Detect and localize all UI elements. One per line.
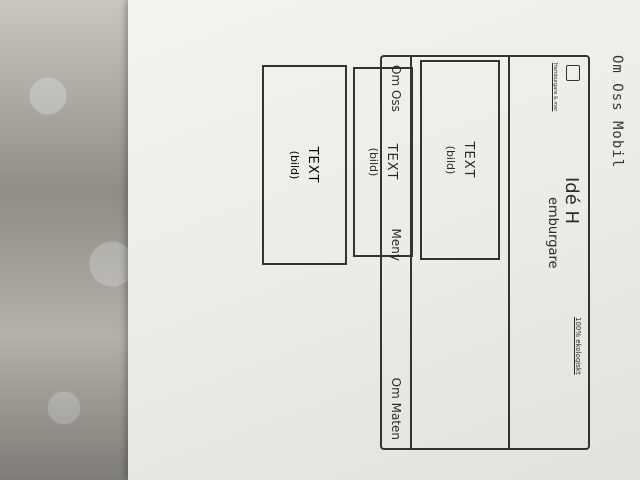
card-image-placeholder: (bild) [288,150,302,180]
card-text: TEXT [384,143,399,181]
header-tagline: Hamburgare & mer [552,63,558,112]
brand-subtitle: emburgare [545,197,560,269]
brand-title: Idé H [561,177,582,225]
card-text: TEXT [461,141,476,179]
content-card[interactable] [262,65,347,265]
card-image-placeholder: (bild) [444,145,457,175]
header-note: 100% ekologiskt [574,317,582,375]
nav-item-meny[interactable]: Meny [389,228,403,261]
nav-item-om-oss[interactable]: Om Oss [389,65,403,112]
card-image-placeholder: (bild) [367,147,380,177]
sketch-overlay [150,55,590,275]
nav-item-om-maten[interactable]: Om Maten [389,377,403,440]
card-text: TEXT [305,146,321,184]
sketch-title: Om Oss Mobil [609,55,625,169]
